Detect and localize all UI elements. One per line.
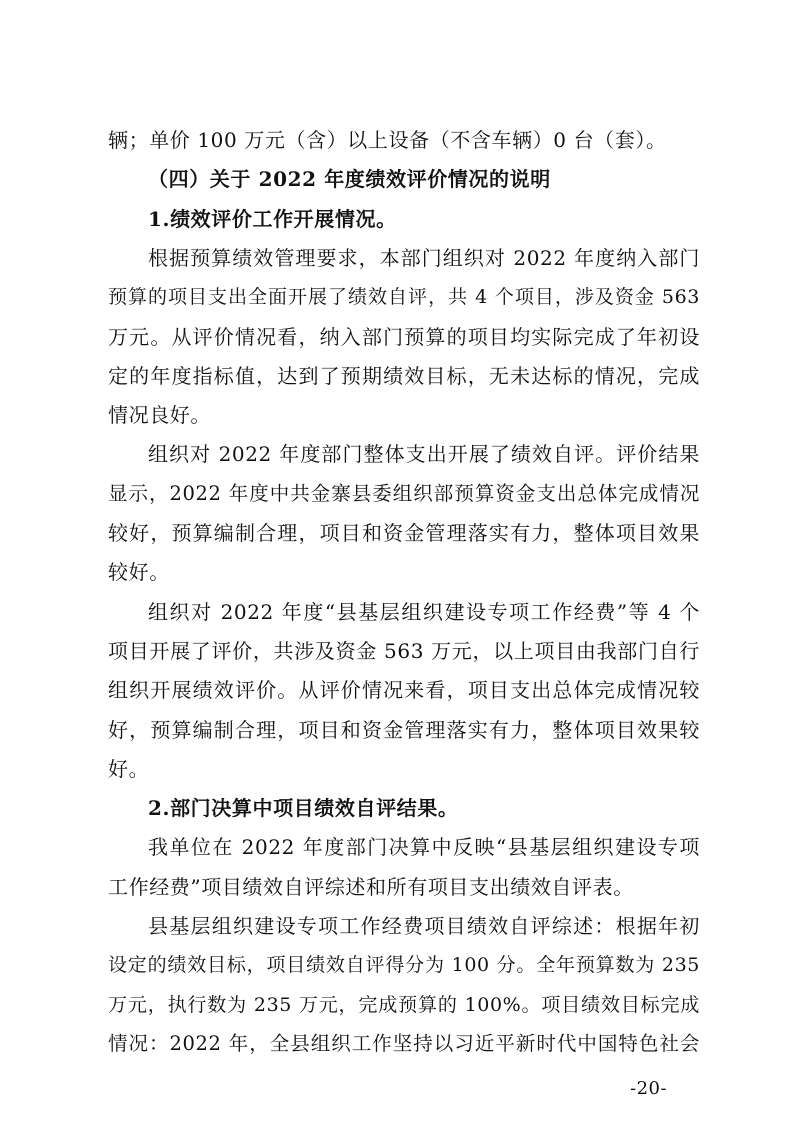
section-heading: （四）关于 2022 年度绩效评价情况的说明	[148, 167, 551, 192]
text-line: 辆；单价 100 万元（含）以上设备（不含车辆）0 台（套）。	[108, 128, 667, 152]
paragraph-line: 定的年度指标值，达到了预期绩效目标，无未达标的情况，完成	[108, 363, 700, 388]
paragraph-line: 较好。	[108, 560, 170, 585]
paragraph-line: 根据预算绩效管理要求，本部门组织对 2022 年度纳入部门	[148, 245, 700, 270]
paragraph-line: 预算的项目支出全面开展了绩效自评，共 4 个项目，涉及资金 563	[108, 286, 700, 309]
page-number: -20-	[630, 1078, 668, 1100]
paragraph-line: 好，预算编制合理，项目和资金管理落实有力，整体项目效果较	[108, 717, 700, 742]
subsection-heading: 1.绩效评价工作开展情况。	[148, 206, 397, 231]
paragraph-line: 县基层组织建设专项工作经费项目绩效自评综述：根据年初	[148, 914, 700, 938]
paragraph-line: 组织开展绩效评价。从评价情况来看，项目支出总体完成情况较	[108, 678, 700, 703]
paragraph-line: 好。	[108, 756, 150, 781]
paragraph-line: 万元。从评价情况看，纳入部门预算的项目均实际完成了年初设	[108, 324, 700, 349]
paragraph-line: 工作经费”项目绩效自评综述和所有项目支出绩效自评表。	[108, 874, 634, 899]
subsection-heading: 2.部门决算中项目绩效自评结果。	[148, 796, 459, 821]
paragraph-line: 情况：2022 年，全县组织工作坚持以习近平新时代中国特色社会	[108, 1031, 700, 1055]
paragraph-line: 显示，2022 年度中共金寨县委组织部预算资金支出总体完成情况	[108, 481, 700, 505]
paragraph-line: 我单位在 2022 年度部门决算中反映“县基层组织建设专项	[148, 835, 700, 860]
paragraph-line: 情况良好。	[108, 403, 211, 428]
paragraph-line: 项目开展了评价，共涉及资金 563 万元，以上项目由我部门自行	[108, 638, 700, 663]
paragraph-line: 组织对 2022 年度“县基层组织建设专项工作经费”等 4 个	[148, 599, 700, 624]
paragraph-line: 较好，预算编制合理，项目和资金管理落实有力，整体项目效果	[108, 521, 700, 545]
paragraph-line: 万元，执行数为 235 万元，完成预算的 100%。项目绩效目标完成	[108, 993, 700, 1016]
paragraph-line: 设定的绩效目标，项目绩效自评得分为 100 分。全年预算数为 235	[108, 954, 700, 977]
paragraph-line: 组织对 2022 年度部门整体支出开展了绩效自评。评价结果	[148, 442, 700, 467]
